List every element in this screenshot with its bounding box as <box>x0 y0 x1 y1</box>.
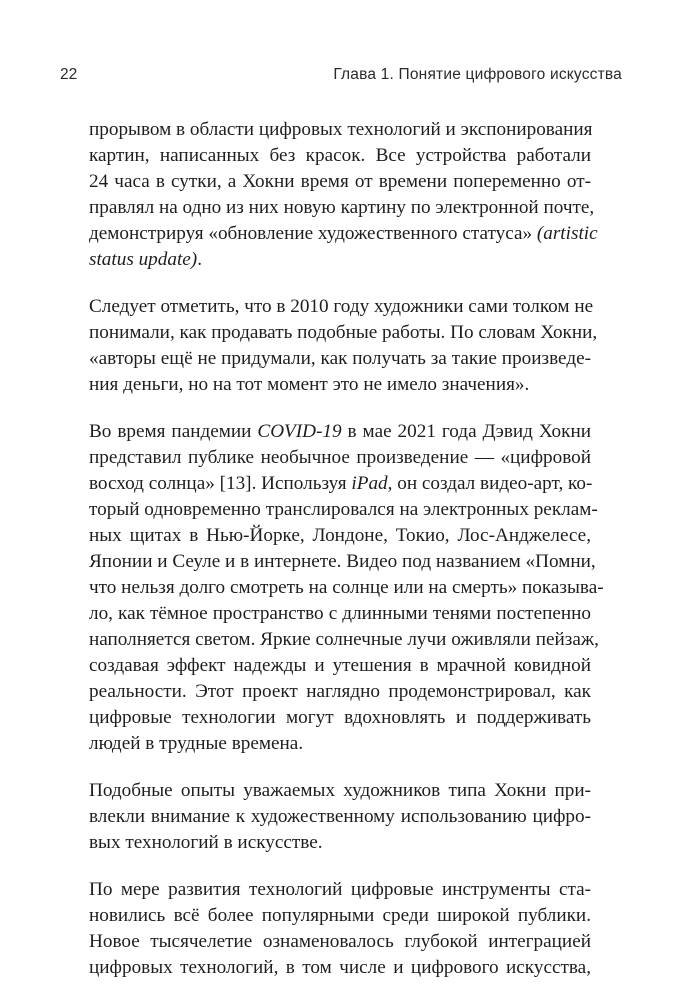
text-run: ных щитах в Нью-Йорке, Лондоне, Токио, Лос-Анджелесе, <box>89 525 591 546</box>
text-line <box>89 705 591 731</box>
text-run: в мае 2021 года Дэвид Хокни <box>341 421 591 442</box>
text-line <box>89 471 591 497</box>
text-run: создавая эффект надежды и утешения в мрачной ковидной <box>89 655 591 676</box>
text-line <box>89 294 594 320</box>
text-run: По мере развития технологий цифровые инструменты ста- <box>89 879 591 900</box>
text-line <box>89 929 591 955</box>
italic-run: status update) <box>89 249 198 270</box>
page-number: 22 <box>60 66 78 83</box>
text-line <box>89 497 598 523</box>
text-run: новились всё более популярными среди широкой публики. <box>89 905 591 926</box>
paragraph <box>89 877 591 981</box>
text-line <box>89 731 591 757</box>
text-line <box>89 445 591 471</box>
chapter-title: Глава 1. Понятие цифрового искусства <box>333 66 622 83</box>
text-run: цифровые технологии могут вдохновлять и поддерживать <box>89 707 591 728</box>
text-run: влекли внимание к художественному использованию цифро- <box>89 806 591 827</box>
text-line <box>89 804 591 830</box>
text-line <box>89 195 595 221</box>
text-run: «авторы ещё не придумали, как получать за такие произведе- <box>89 348 591 369</box>
text-line <box>89 903 591 929</box>
text-line <box>89 575 604 601</box>
running-head <box>60 66 622 90</box>
italic-run: iPad <box>351 473 388 494</box>
text-line <box>89 117 591 143</box>
paragraph <box>89 294 598 398</box>
text-line <box>89 247 591 273</box>
text-run: демонстрируя «обновление художественного статуса» <box>89 223 537 244</box>
text-run: реальности. Этот проект наглядно продемонстрировал, как <box>89 681 591 702</box>
italic-run: COVID-19 <box>257 421 342 442</box>
text-line <box>89 955 591 981</box>
text-line <box>89 627 599 653</box>
text-run: цифровых технологий, в том числе и цифрового искусства, <box>89 957 591 978</box>
text-run: ло, как тёмное пространство с длинными тенями постепенно <box>89 603 591 624</box>
italic-run: (artistic <box>536 223 598 244</box>
text-run: людей в трудные времена. <box>89 733 304 754</box>
text-run: прорывом в области цифровых технологий и экспонирования <box>89 119 593 140</box>
text-line <box>89 346 591 372</box>
text-run: что нельзя долго смотреть на солнце или на смерть» показыва- <box>89 577 604 598</box>
text-line <box>89 320 598 346</box>
text-line <box>89 549 596 575</box>
text-line <box>89 679 591 705</box>
text-run: вых технологий в искусстве. <box>89 832 323 853</box>
text-run: Следует отметить, что в 2010 году художники сами толком не <box>89 296 594 317</box>
text-line <box>89 601 591 627</box>
text-run: картин, написанных без красок. Все устройства работали <box>89 145 591 166</box>
text-line <box>89 221 598 247</box>
text-run: Во время пандемии <box>89 421 258 442</box>
text-run: . <box>197 249 202 270</box>
text-line <box>89 372 591 398</box>
text-line <box>89 653 591 679</box>
text-line <box>89 778 591 804</box>
paragraph <box>89 117 598 273</box>
text-run: , он создал видео-арт, ко- <box>387 473 593 494</box>
text-line <box>89 143 591 169</box>
text-line <box>89 830 591 856</box>
text-run: восход солнца» [13]. Используя <box>89 473 352 494</box>
text-run: ния деньги, но на тот момент это не имело значения». <box>89 374 530 395</box>
text-run: торый одновременно транслировался на электронных реклам- <box>89 499 598 520</box>
text-line <box>89 877 591 903</box>
paragraph <box>89 778 591 856</box>
text-run: 24 часа в сутки, а Хокни время от времени попеременно от- <box>89 171 591 192</box>
body-text <box>89 117 604 1002</box>
text-run: наполняется светом. Яркие солнечные лучи оживляли пейзаж, <box>89 629 599 650</box>
text-run: правлял на одно из них новую картину по электронной почте, <box>89 197 595 218</box>
text-line <box>89 523 591 549</box>
paragraph <box>89 419 604 757</box>
text-run: понимали, как продавать подобные работы. По словам Хокни, <box>89 322 598 343</box>
text-run: Новое тысячелетие ознаменовалось глубокой интеграцией <box>89 931 591 952</box>
text-line <box>89 169 591 195</box>
text-run: представил публике необычное произведение — «цифровой <box>89 447 591 468</box>
text-run: Японии и Сеуле и в интернете. Видео под названием «Помни, <box>89 551 596 572</box>
text-line <box>89 419 591 445</box>
text-run: Подобные опыты уважаемых художников типа Хокни при- <box>89 780 591 801</box>
